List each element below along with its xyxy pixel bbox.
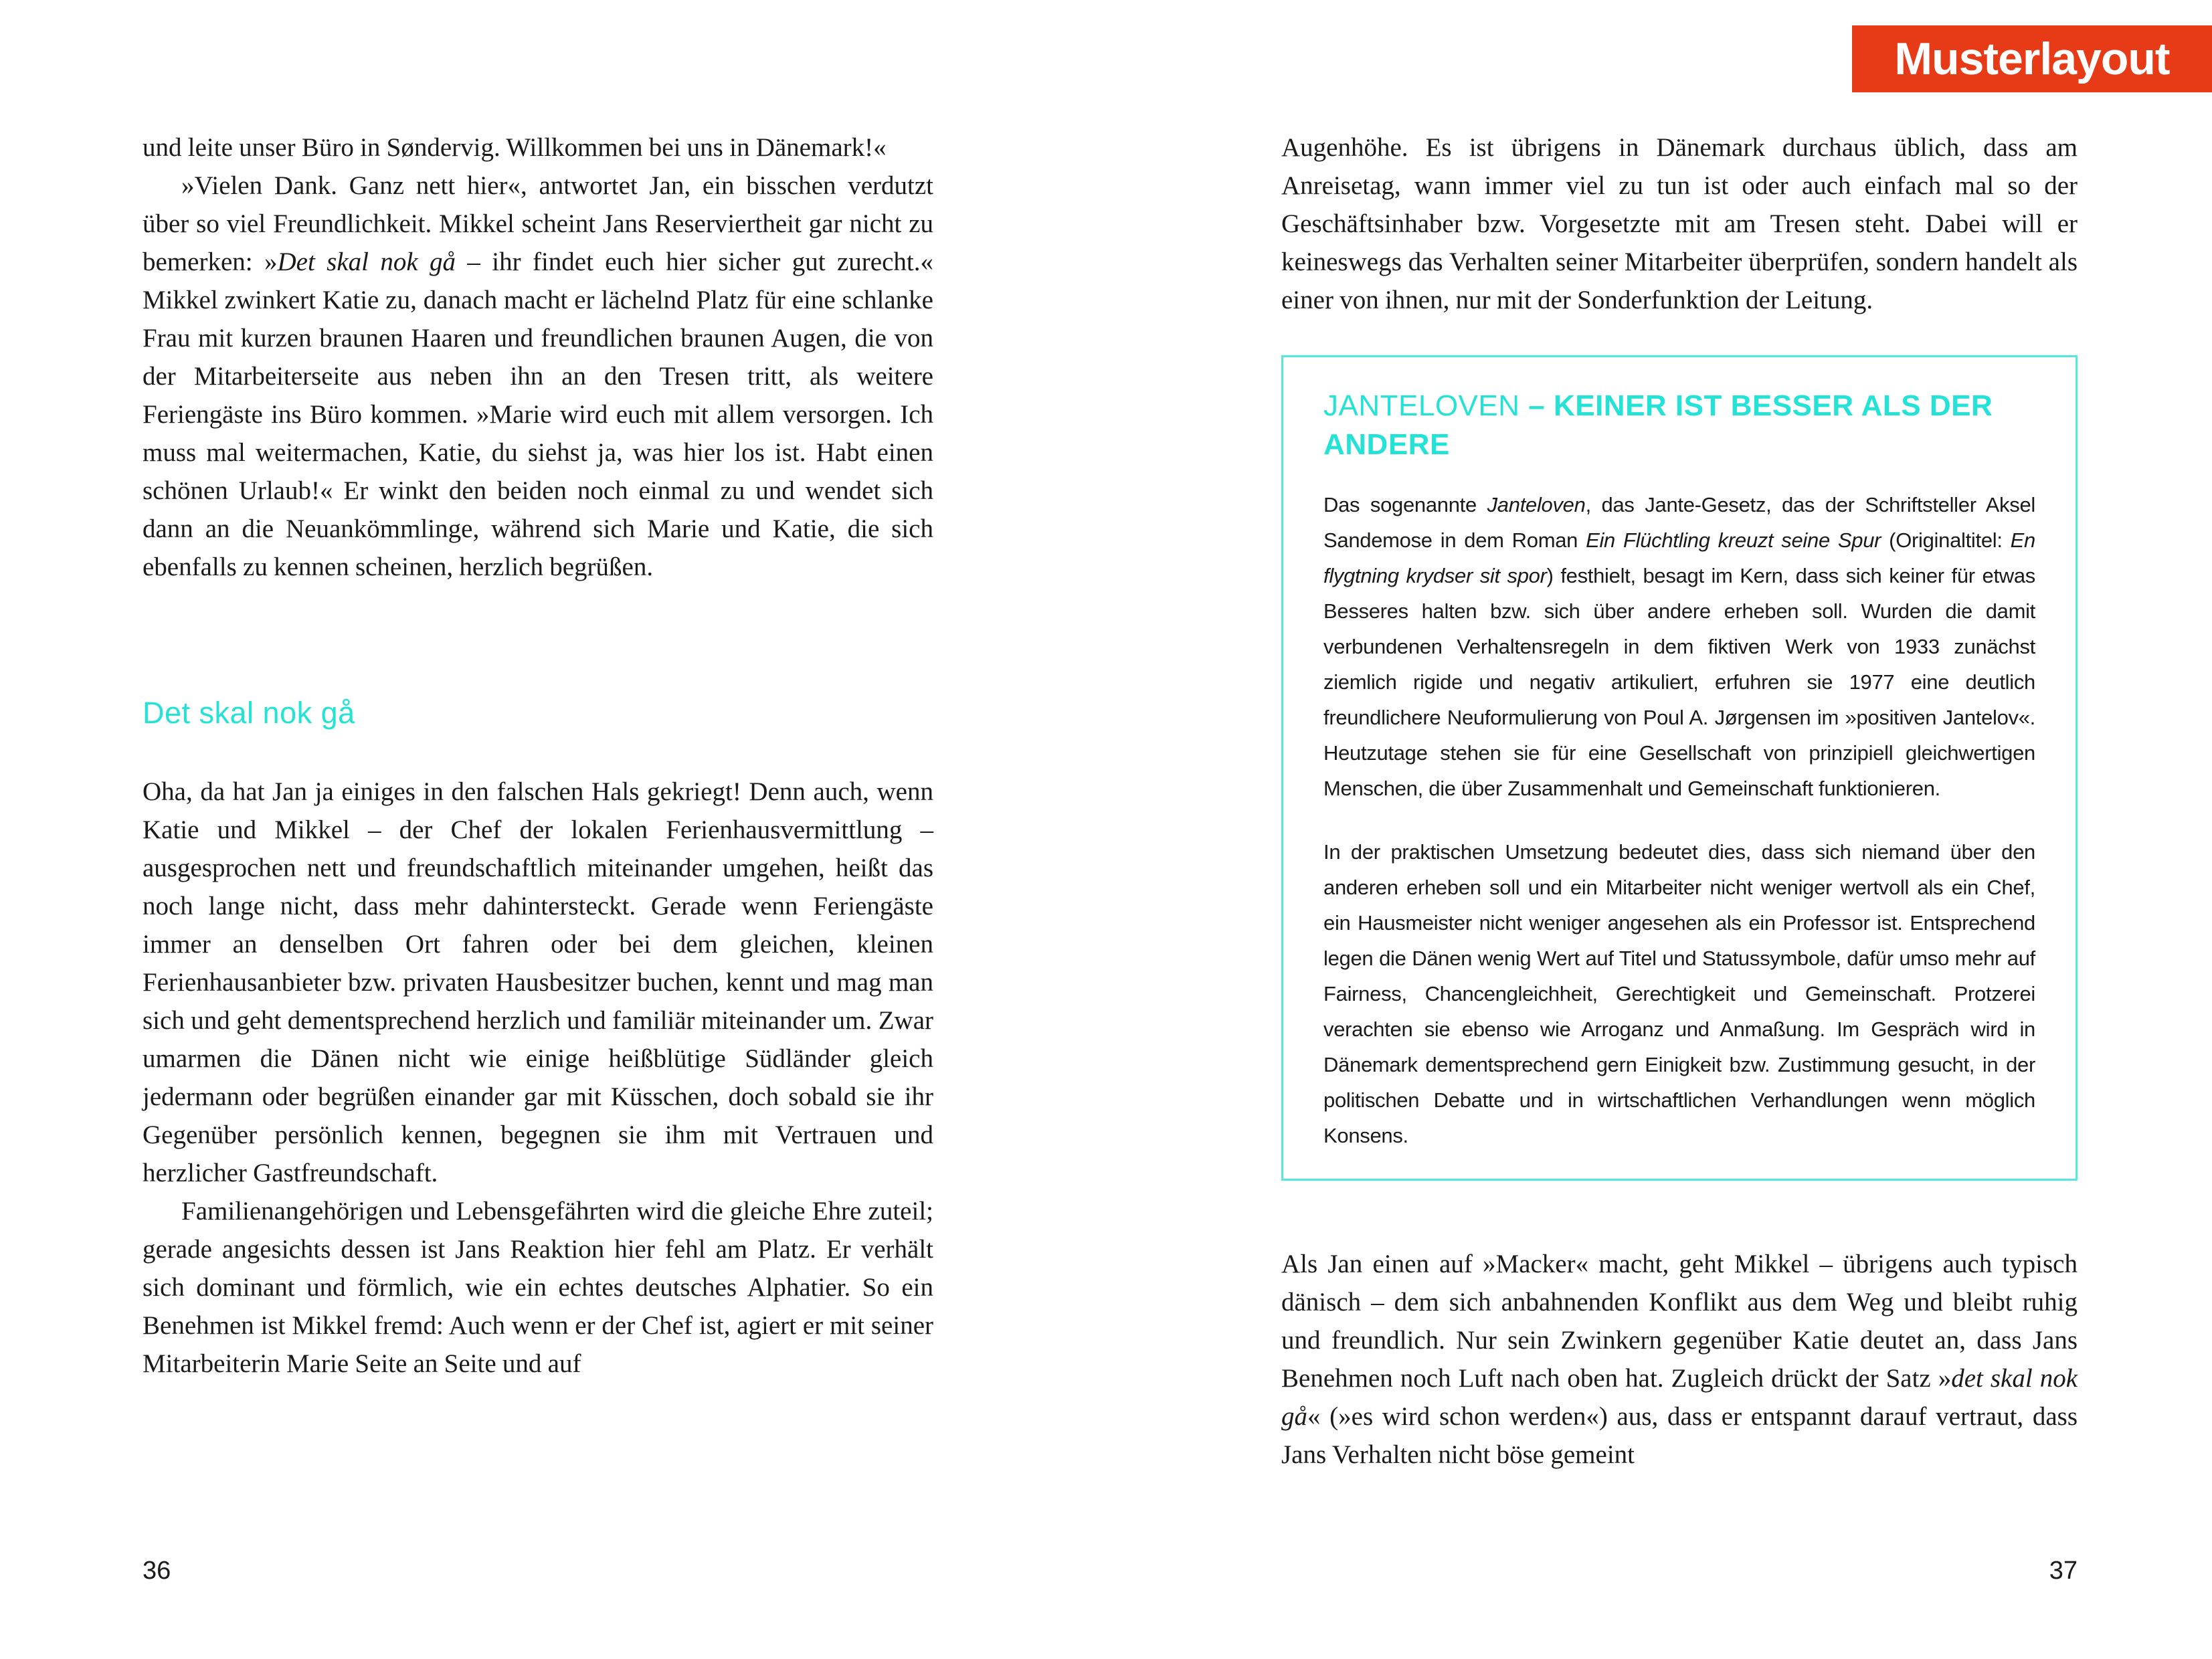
info-box-title-bold: – KEINER IST BESSER ALS DER ANDERE: [1323, 389, 1993, 461]
section-heading: Det skal nok gå: [143, 696, 355, 730]
page-number-right: 37: [2049, 1557, 2078, 1585]
info-box-title: [1323, 387, 2035, 464]
right-paragraph-top: Augenhöhe. Es ist übrigens in Dänemark durchaus üblich, dass am Anreisetag, wann immer viel zu tun ist oder auch einfach mal so der Geschäftsinhaber bzw. Vorgesetzte mit am Tresen steht. Dabei will er keineswegs das Verhalten seiner Mitarbeiter überprüfen, sondern handelt als einer von ihnen, nur mit der Sonderfunktion der Leitung.: [1281, 133, 2078, 314]
left-section-paragraph-1: Oha, da hat Jan ja einiges in den falschen Hals gekriegt! Denn auch, wenn Katie und Mikkel – der Chef der lokalen Ferienhausvermittlung – ausgesprochen nett und freundschaftlich miteinander umgehen, heißt das noch lange nicht, dass mehr dahintersteckt. Gerade wenn Feriengäste immer an denselben Ort fahren oder bei dem gleichen, kleinen Ferienhausanbieter bzw. privaten Hausbesitzer buchen, kennt und mag man sich und geht dementsprechend herzlich und familiär miteinander um. Zwar umarmen die Dänen nicht wie einige heißblütige Südländer gleich jedermann oder begrüßen einander gar mit Küsschen, doch sobald sie ihr Gegenüber persönlich kennen, begegnen sie ihm mit Vertrauen und herzlicher Gastfreundschaft.: [143, 777, 933, 1187]
info-box-title-light: JANTELOVEN: [1323, 389, 1520, 422]
info-box-paragraph-2: In der praktischen Umsetzung bedeutet dies, dass sich niemand über den anderen erheben soll und ein Mitarbeiter nicht weniger wertvoll als ein Chef, ein Hausmeister nicht weniger angesehen als ein Professor ist. Entsprechend legen die Dänen wenig Wert auf Titel und Statussymbole, dafür umso mehr auf Fairness, Chancengleichheit, Gerechtigkeit und Gemeinschaft. Protzerei verachten sie ebenso wie Arroganz und Anmaßung. Im Gespräch wird in Dänemark dementsprechend gern Einigkeit bzw. Zustimmung gesucht, in der politischen Debatte und in wirtschaftlichen Verhandlungen wenn möglich Konsens.: [1323, 840, 2035, 1147]
left-paragraph-continuation: und leite unser Büro in Søndervig. Willkommen bei uns in Dänemark!«: [143, 133, 887, 162]
chapter-banner: [1852, 25, 2212, 92]
right-paragraph-bottom: Als Jan einen auf »Macker« macht, geht Mikkel – übrigens auch typisch dänisch – dem sich anbahnenden Konflikt aus dem Weg und bleibt ruhig und freundlich. Nur sein Zwinkern gegenüber Katie deutet an, dass Jans Benehmen noch Luft nach oben hat. Zugleich drückt der Satz »det skal nok gå« (»es wird schon werden«) aus, dass er entspannt darauf vertraut, dass Jans Verhalten nicht böse gemeint: [1281, 1250, 2078, 1469]
info-box-paragraph-1: Das sogenannte Janteloven, das Jante-Gesetz, das der Schriftsteller Aksel Sandemose in dem Roman Ein Flüchtling kreuzt seine Spur (Originaltitel: En flygtning krydser sit spor) festhielt, besagt im Kern, dass sich keiner für etwas Besseres halten bzw. sich über andere erheben soll. Wurden die damit verbundenen Verhaltensregeln in dem fiktiven Werk von 1933 zunächst ziemlich rigide und negativ artikuliert, erfuhren sie 1977 eine deutlich freundlichere Neuformulierung von Poul A. Jørgensen im »positiven Jantelov«. Heutzutage stehen sie für eine Gesellschaft von prinzipiell gleichwertigen Menschen, die über Zusammenhalt und Gemeinschaft funktionieren.: [1323, 493, 2035, 800]
page-number-left: 36: [143, 1557, 171, 1585]
left-page-text-column: [143, 128, 933, 1383]
left-paragraph-dialog: »Vielen Dank. Ganz nett hier«, antwortet Jan, ein bisschen verdutzt über so viel Freundlichkeit. Mikkel scheint Jans Reserviertheit gar nicht zu bemerken: »Det skal nok gå – ihr findet euch hier sicher gut zurecht.« Mikkel zwinkert Katie zu, danach macht er lächelnd Platz für eine schlanke Frau mit kurzen braunen Haaren und freundlichen braunen Augen, die von der Mitarbeiterseite aus neben ihn an den Tresen tritt, als weitere Feriengäste ins Büro kommen. »Marie wird euch mit allem versorgen. Ich muss mal weitermachen, Katie, du siehst ja, was hier los ist. Habt einen schönen Urlaub!« Er winkt den beiden noch einmal zu und wendet sich dann an die Neuankömmlinge, während sich Marie und Katie, die sich ebenfalls zu kennen scheinen, herzlich begrüßen.: [143, 171, 933, 581]
left-section-paragraph-2: Familienangehörigen und Lebensgefährten wird die gleiche Ehre zuteil; gerade angesichts dessen ist Jans Reaktion hier fehl am Platz. Er verhält sich dominant und förmlich, wie ein echtes deutsches Alphatier. So ein Benehmen ist Mikkel fremd: Auch wenn er der Chef ist, agiert er mit seiner Mitarbeiterin Marie Seite an Seite und auf: [143, 1197, 933, 1378]
right-page-text-column: [1281, 128, 2078, 1474]
chapter-banner-label: Musterlayout: [1894, 33, 2170, 84]
info-box: [1281, 355, 2078, 1181]
